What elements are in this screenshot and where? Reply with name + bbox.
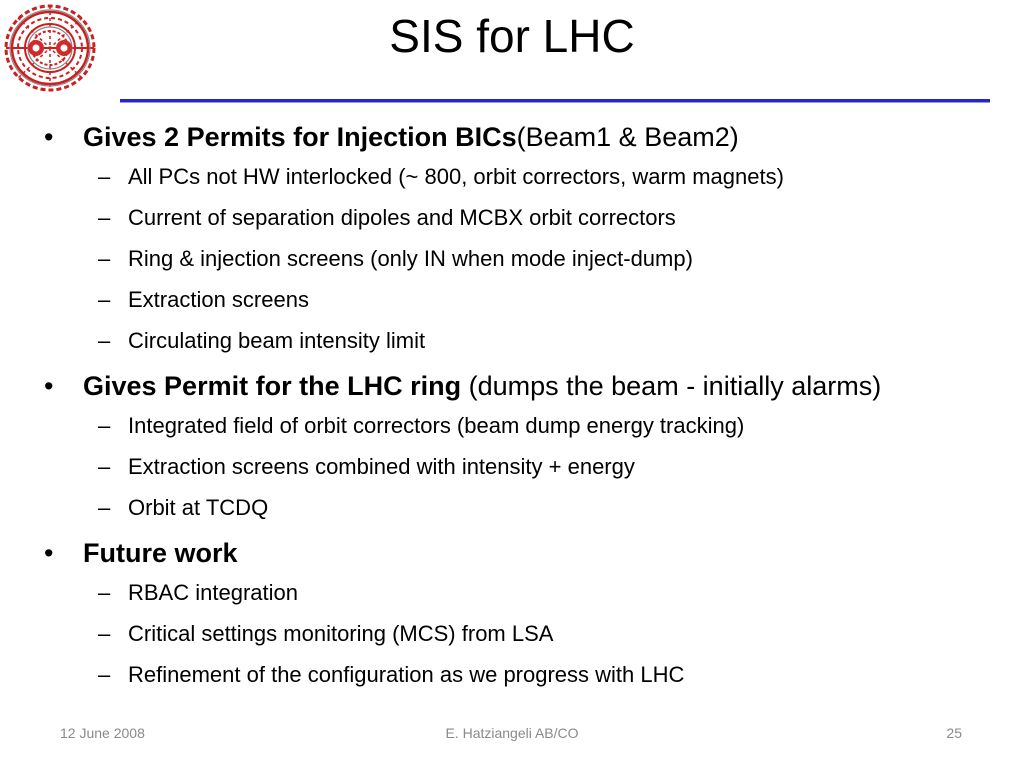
title-divider xyxy=(120,99,990,103)
sub-bullet xyxy=(44,405,1004,446)
dash-glyph: – xyxy=(98,287,111,312)
dash-glyph: – xyxy=(98,413,111,438)
bullet-bold-text: Future work xyxy=(83,538,238,568)
sub-bullet xyxy=(44,156,1004,197)
sub-bullet-text: Extraction screens combined with intensity + energy xyxy=(128,454,635,479)
bullet-glyph: • xyxy=(44,122,54,152)
dash-glyph: – xyxy=(98,454,111,479)
sub-bullet-text: Extraction screens xyxy=(128,287,309,312)
dash-glyph: – xyxy=(98,205,111,230)
footer-author: E. Hatziangeli AB/CO xyxy=(445,725,579,741)
sub-bullet xyxy=(44,197,1004,238)
sub-bullet-text: Current of separation dipoles and MCBX orbit correctors xyxy=(128,205,676,230)
sub-bullet xyxy=(44,654,1004,695)
sub-bullet-text: Critical settings monitoring (MCS) from LSA xyxy=(128,621,554,646)
bullet-glyph: • xyxy=(44,371,54,401)
bullet-text: (dumps the beam - initially alarms) xyxy=(461,371,882,401)
sub-bullet xyxy=(44,572,1004,613)
sub-bullet-text: Orbit at TCDQ xyxy=(128,495,269,520)
sub-bullet xyxy=(44,279,1004,320)
bullet-injection-permits xyxy=(44,118,1004,156)
dash-glyph: – xyxy=(98,495,111,520)
sub-bullet-text: RBAC integration xyxy=(128,580,298,605)
dash-glyph: – xyxy=(98,246,111,271)
slide-body xyxy=(44,118,1004,695)
sub-bullet xyxy=(44,613,1004,654)
sub-bullet xyxy=(44,320,1004,361)
sub-bullet xyxy=(44,446,1004,487)
bullet-future-work xyxy=(44,534,1004,572)
sub-bullet-text: Circulating beam intensity limit xyxy=(128,328,426,353)
dash-glyph: – xyxy=(98,662,111,687)
sub-bullet-text: Ring & injection screens (only IN when mode inject-dump) xyxy=(128,246,693,271)
sub-bullet-text: Refinement of the configuration as we progress with LHC xyxy=(128,662,685,687)
slide-title: SIS for LHC xyxy=(389,10,635,62)
bullet-text: (Beam1 & Beam2) xyxy=(516,122,739,152)
sub-bullet-text: All PCs not HW interlocked (~ 800, orbit correctors, warm magnets) xyxy=(128,164,784,189)
dash-glyph: – xyxy=(98,328,111,353)
dash-glyph: – xyxy=(98,580,111,605)
bullet-lhc-ring-permit xyxy=(44,367,1004,405)
bullet-bold-text: Gives 2 Permits for Injection BICs xyxy=(83,122,517,152)
sub-bullet xyxy=(44,238,1004,279)
dash-glyph: – xyxy=(98,164,111,189)
bullet-bold-text: Gives Permit for the LHC ring xyxy=(83,371,462,401)
dash-glyph: – xyxy=(98,621,111,646)
footer-date: 12 June 2008 xyxy=(60,725,145,741)
bullet-glyph: • xyxy=(44,538,54,568)
sub-bullet xyxy=(44,487,1004,528)
sub-bullet-text: Integrated field of orbit correctors (beam dump energy tracking) xyxy=(128,413,745,438)
footer-page-number: 25 xyxy=(946,725,962,741)
